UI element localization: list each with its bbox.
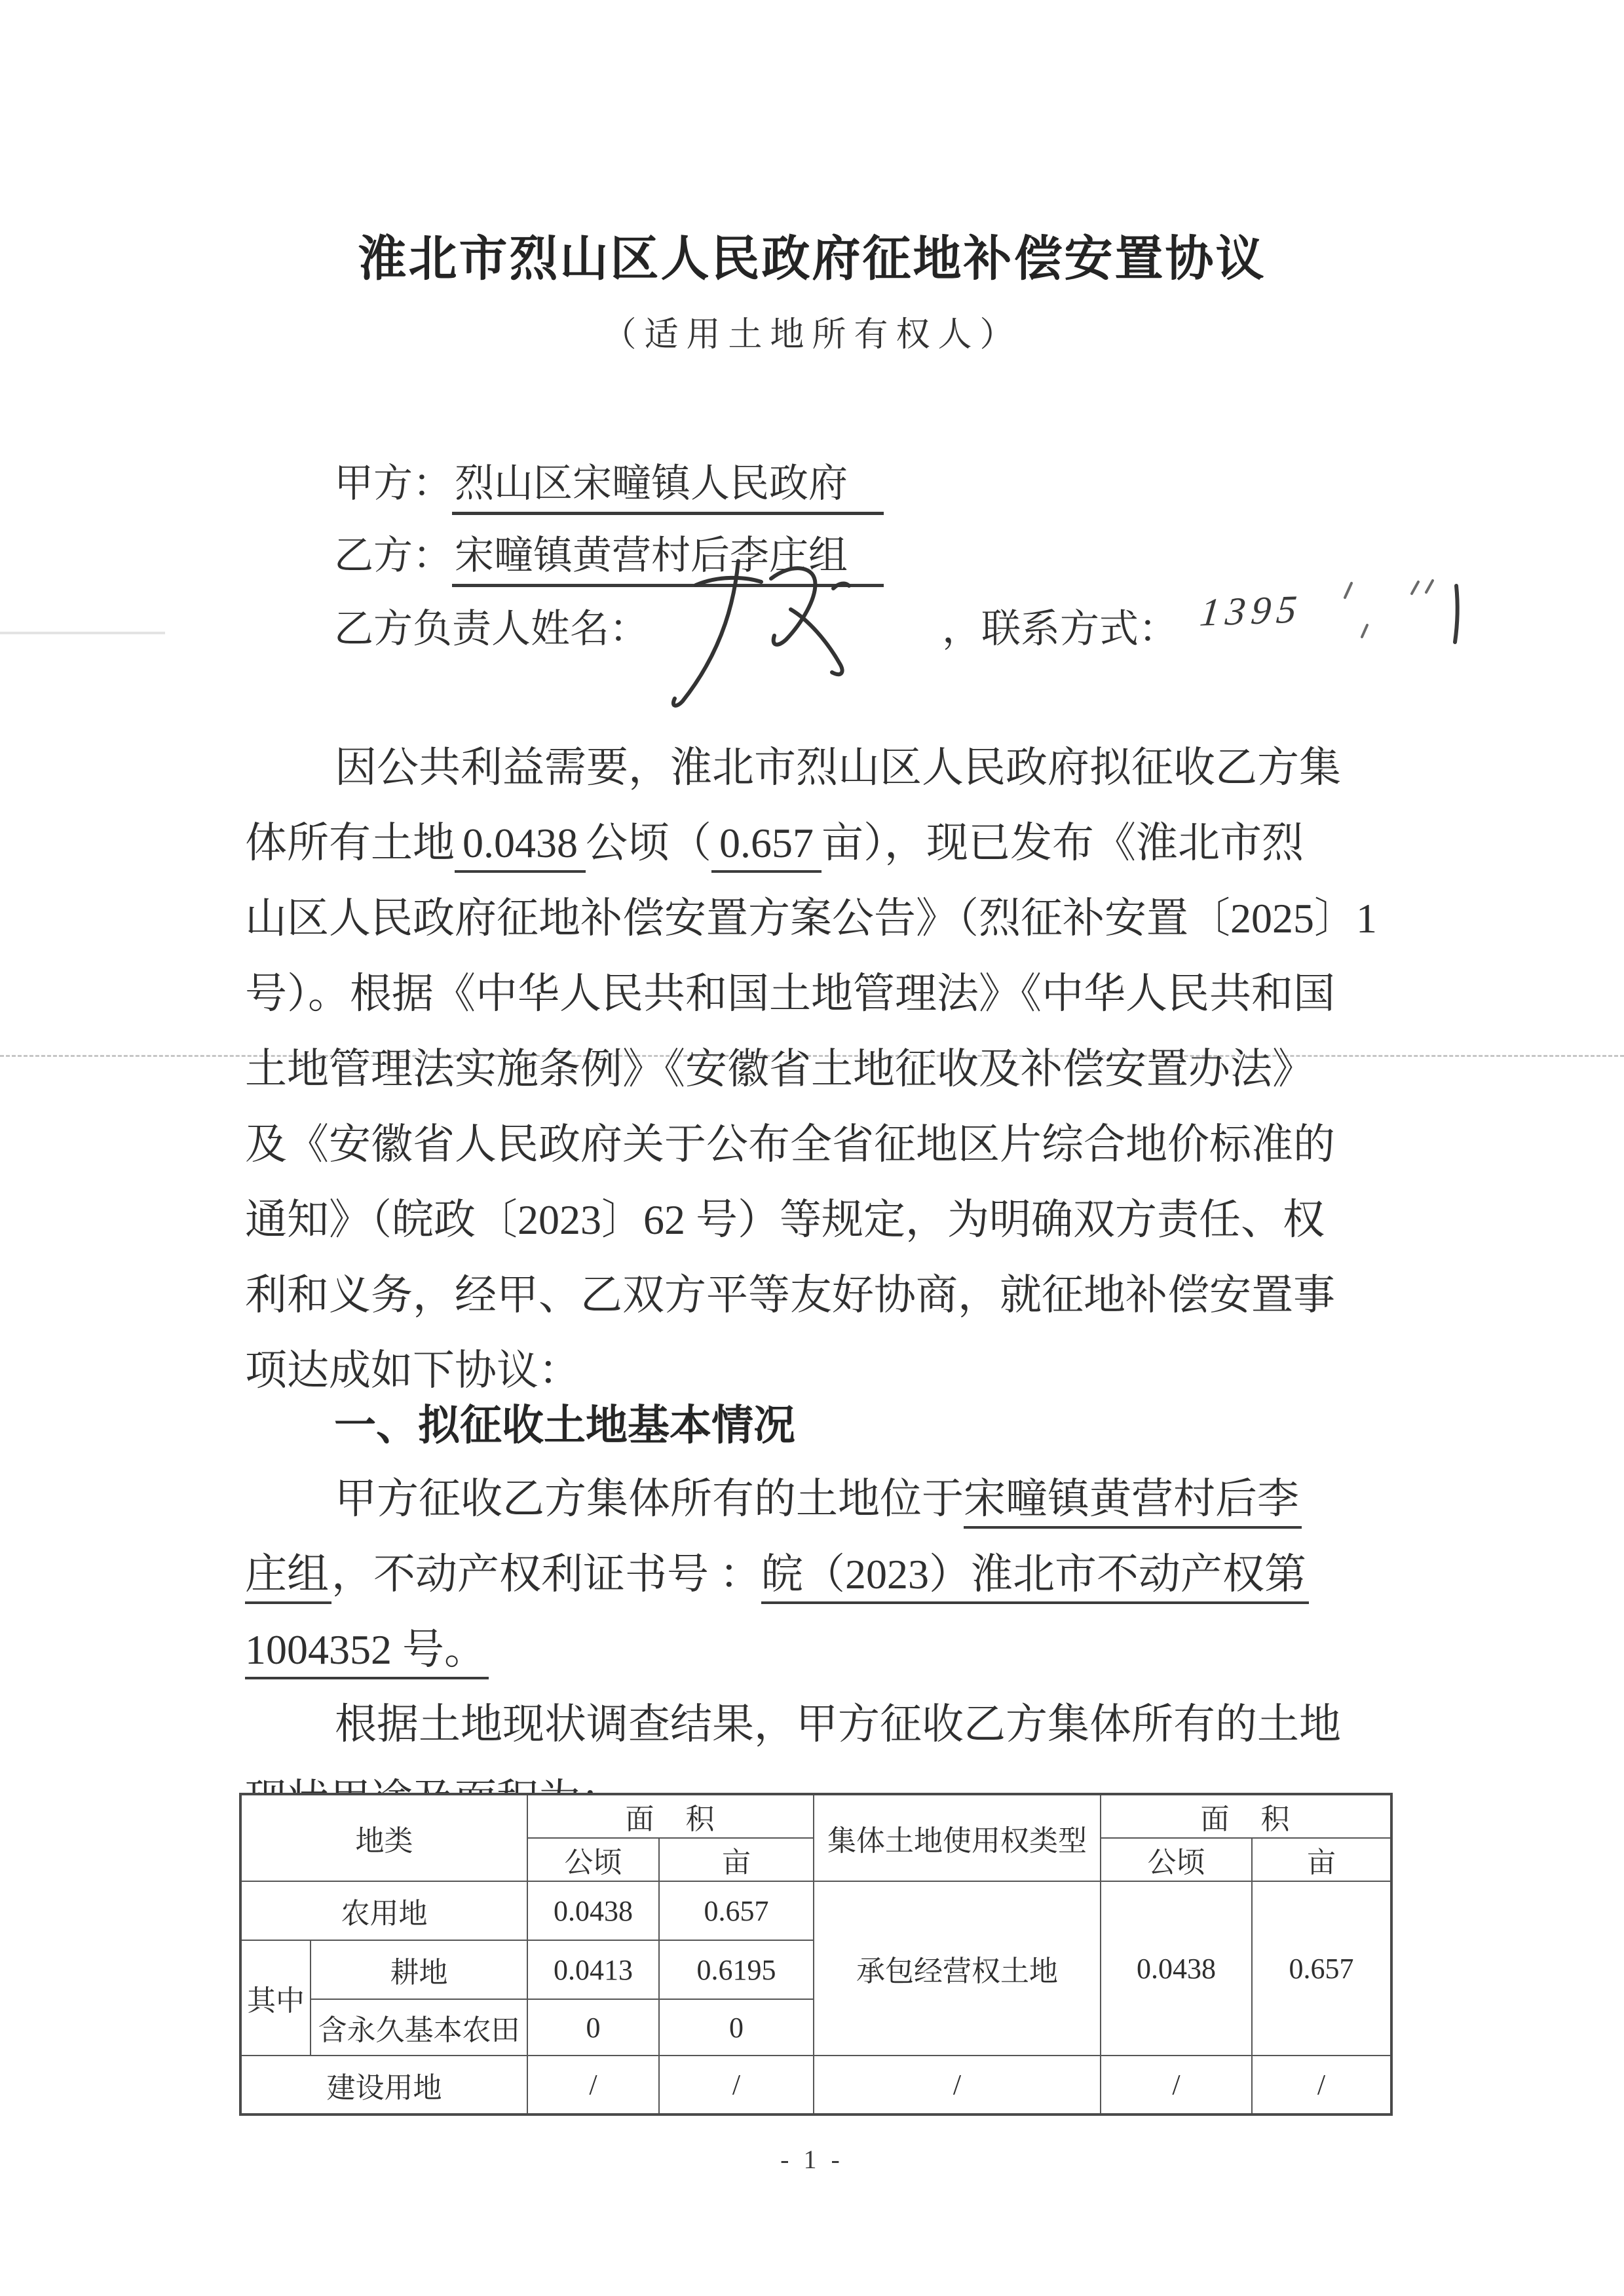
party-a-label: 甲方： xyxy=(334,462,452,505)
party-a-row xyxy=(334,452,884,508)
party-a-value: 烈山区宋疃镇人民政府 xyxy=(452,462,884,515)
cell-agricultural-label: 农用地 xyxy=(240,1881,527,1940)
location-underlined: 宋疃镇黄营村后李 xyxy=(964,1476,1302,1529)
cell-cultivated-ha: 0.0413 xyxy=(527,1940,659,1999)
mu-value-underlined: 0.657 xyxy=(711,820,821,873)
table-row-construction xyxy=(240,2056,1391,2114)
cell-permanent-ha: 0 xyxy=(527,1999,659,2056)
p1-l2-text: 体所有土地 xyxy=(245,820,455,866)
cell-construction-c5: / xyxy=(1252,2056,1391,2114)
header-mu-right: 亩 xyxy=(1252,1838,1391,1881)
p1-l2-text: 亩），现已发布《淮北市烈 xyxy=(821,820,1304,866)
scan-streak xyxy=(0,632,165,634)
cell-permanent-mu: 0 xyxy=(659,1999,814,2056)
p1-line3: 山区人民政府征地补偿安置方案公告》（烈征补安置〔2025〕1 xyxy=(245,895,1377,942)
p2-l2-text: ，不动产权利证书号 ： xyxy=(331,1551,761,1598)
certificate-no-underlined-cont: 1004352 号。 xyxy=(245,1626,489,1679)
p1-line8: 利和义务，经甲、乙双方平等友好协商，就征地补偿安置事 xyxy=(245,1272,1335,1318)
table-header-row-1 xyxy=(240,1794,1391,1838)
page-subtitle: （适用土地所有权人） xyxy=(602,316,1022,354)
p1-line2 xyxy=(245,811,1418,886)
cell-construction-label: 建设用地 xyxy=(240,2056,527,2114)
party-b-rep-label: 乙方负责人姓名： xyxy=(334,607,649,651)
page-number: - 1 - xyxy=(780,2145,844,2174)
cell-use-type-value: 承包经营权土地 xyxy=(814,1881,1101,2056)
cell-construction-c3: / xyxy=(814,2056,1101,2114)
p1-line6: 及《安徽省人民政府关于公布全省征地区片综合地价标准的 xyxy=(245,1121,1335,1168)
table-row-agricultural xyxy=(240,1881,1391,1940)
party-b-rep-row xyxy=(334,598,649,654)
p1-line7: 通知》（皖政〔2023〕62 号）等规定，为明确双方责任、权 xyxy=(245,1196,1325,1243)
section-1-heading: 一、拟征收土地基本情况 xyxy=(334,1402,795,1449)
cell-permanent-label: 含永久基本农田 xyxy=(311,1999,527,2056)
cell-cultivated-mu: 0.6195 xyxy=(659,1940,814,1999)
location-underlined-cont: 庄组 xyxy=(245,1551,331,1604)
cell-agricultural-mu: 0.657 xyxy=(659,1881,814,1940)
cell-construction-c1: / xyxy=(527,2056,659,2114)
header-hectare-right: 公顷 xyxy=(1101,1838,1252,1881)
p1-line9: 项达成如下协议： xyxy=(245,1347,580,1394)
certificate-no-underlined: 皖（2023）淮北市不动产权第 xyxy=(761,1551,1309,1604)
p1-line1: 因公共利益需要，淮北市烈山区人民政府拟征收乙方集 xyxy=(335,744,1341,791)
party-b-label: 乙方： xyxy=(334,534,452,577)
p2-line2 xyxy=(245,1542,1418,1617)
phone-handwritten-marks xyxy=(1333,571,1484,663)
cell-construction-c4: / xyxy=(1101,2056,1252,2114)
cell-agricultural-ha: 0.0438 xyxy=(527,1881,659,1940)
p2-line3 xyxy=(245,1617,1418,1693)
paragraph-2 xyxy=(245,1466,1418,1693)
phone-handwritten: 1395 xyxy=(1198,587,1305,634)
party-b-representative-signature xyxy=(637,549,899,713)
header-land-type: 地类 xyxy=(240,1794,527,1881)
cell-use-type-ha: 0.0438 xyxy=(1101,1881,1252,2056)
cell-use-type-mu: 0.657 xyxy=(1252,1881,1391,2056)
p3-line1: 根据土地现状调查结果，甲方征收乙方集体所有的土地 xyxy=(335,1701,1341,1748)
contact-label: ，联系方式： xyxy=(942,607,1178,651)
p1-line5: 土地管理法实施条例》《安徽省土地征收及补偿安置办法》 xyxy=(245,1046,1314,1092)
header-area-left: 面 积 xyxy=(527,1794,814,1838)
header-use-type: 集体土地使用权类型 xyxy=(814,1794,1101,1881)
page-title: 淮北市烈山区人民政府征地补偿安置协议 xyxy=(358,231,1266,286)
header-mu-left: 亩 xyxy=(659,1838,814,1881)
p1-line4: 号）。根据《中华人民共和国土地管理法》《中华人民共和国 xyxy=(245,970,1335,1017)
party-b-value: 宋疃镇黄营村后李庄组 xyxy=(452,534,884,587)
cell-cultivated-label: 耕地 xyxy=(311,1940,527,1999)
header-area-right: 面 积 xyxy=(1101,1794,1391,1838)
paragraph-1 xyxy=(245,735,1418,1413)
header-hectare-left: 公顷 xyxy=(527,1838,659,1881)
p2-line1 xyxy=(245,1466,1418,1542)
p1-l2-text: 公顷（ xyxy=(586,820,711,866)
land-status-table xyxy=(239,1793,1393,2116)
p2-l1-text: 甲方征收乙方集体所有的土地位于 xyxy=(335,1476,964,1522)
cell-construction-c2: / xyxy=(659,2056,814,2114)
hectare-value-underlined: 0.0438 xyxy=(455,820,586,873)
cell-among-which: 其中 xyxy=(240,1940,311,2056)
